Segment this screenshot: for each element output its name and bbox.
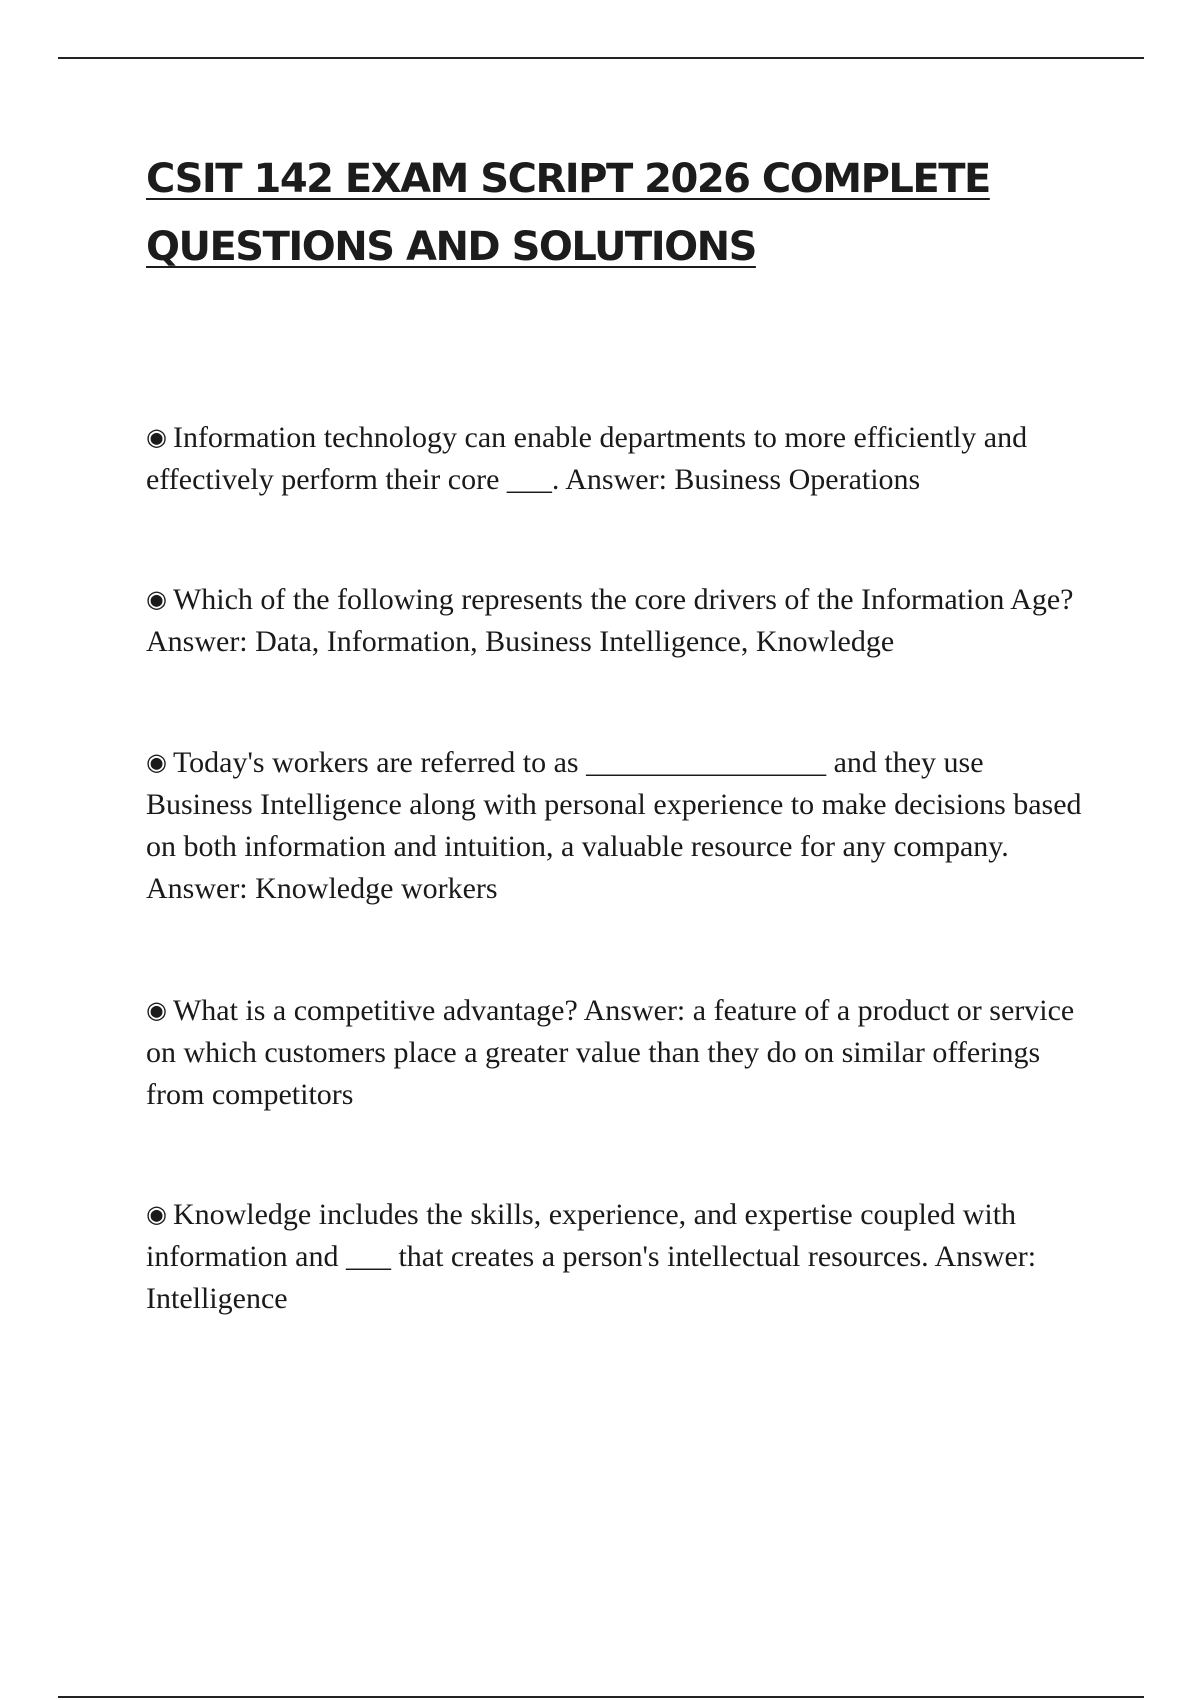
radio-bullet-icon: ◉ bbox=[146, 585, 167, 613]
question-text: Information technology can enable departments to more efficiently and effectively perform their core ___. Answer: Business Operations bbox=[146, 421, 1028, 496]
question-text: Which of the following represents the core drivers of the Information Age? Answer: Data, Information, Business Intelligence, Knowledge bbox=[146, 583, 1074, 658]
question-text: What is a competitive advantage? Answer: a feature of a product or service on which customers place a greater value than they do on similar offerings from competitors bbox=[146, 994, 1075, 1111]
question-item bbox=[146, 578, 1096, 663]
document-title bbox=[146, 145, 1046, 281]
radio-bullet-icon: ◉ bbox=[146, 996, 167, 1024]
radio-bullet-icon: ◉ bbox=[146, 748, 167, 776]
question-item bbox=[146, 1193, 1096, 1320]
title-line-1: CSIT 142 EXAM SCRIPT 2026 COMPLETE bbox=[146, 156, 990, 202]
question-text: Today's workers are referred to as ________________ and they use Business Intelligence along with personal experience to make decisions based on both information and intuition, a valuable resource for any company. Answer: Knowledge workers bbox=[146, 746, 1082, 905]
question-text: Knowledge includes the skills, experience, and expertise coupled with information and ___ that creates a person's intellectual resources. Answer: Intelligence bbox=[146, 1198, 1037, 1315]
question-item bbox=[146, 989, 1096, 1116]
title-line-2: QUESTIONS AND SOLUTIONS bbox=[146, 224, 756, 270]
radio-bullet-icon: ◉ bbox=[146, 423, 167, 451]
question-item bbox=[146, 416, 1096, 501]
bottom-rule bbox=[58, 1696, 1144, 1698]
top-rule bbox=[58, 57, 1144, 59]
question-item bbox=[146, 741, 1096, 910]
radio-bullet-icon: ◉ bbox=[146, 1200, 167, 1228]
